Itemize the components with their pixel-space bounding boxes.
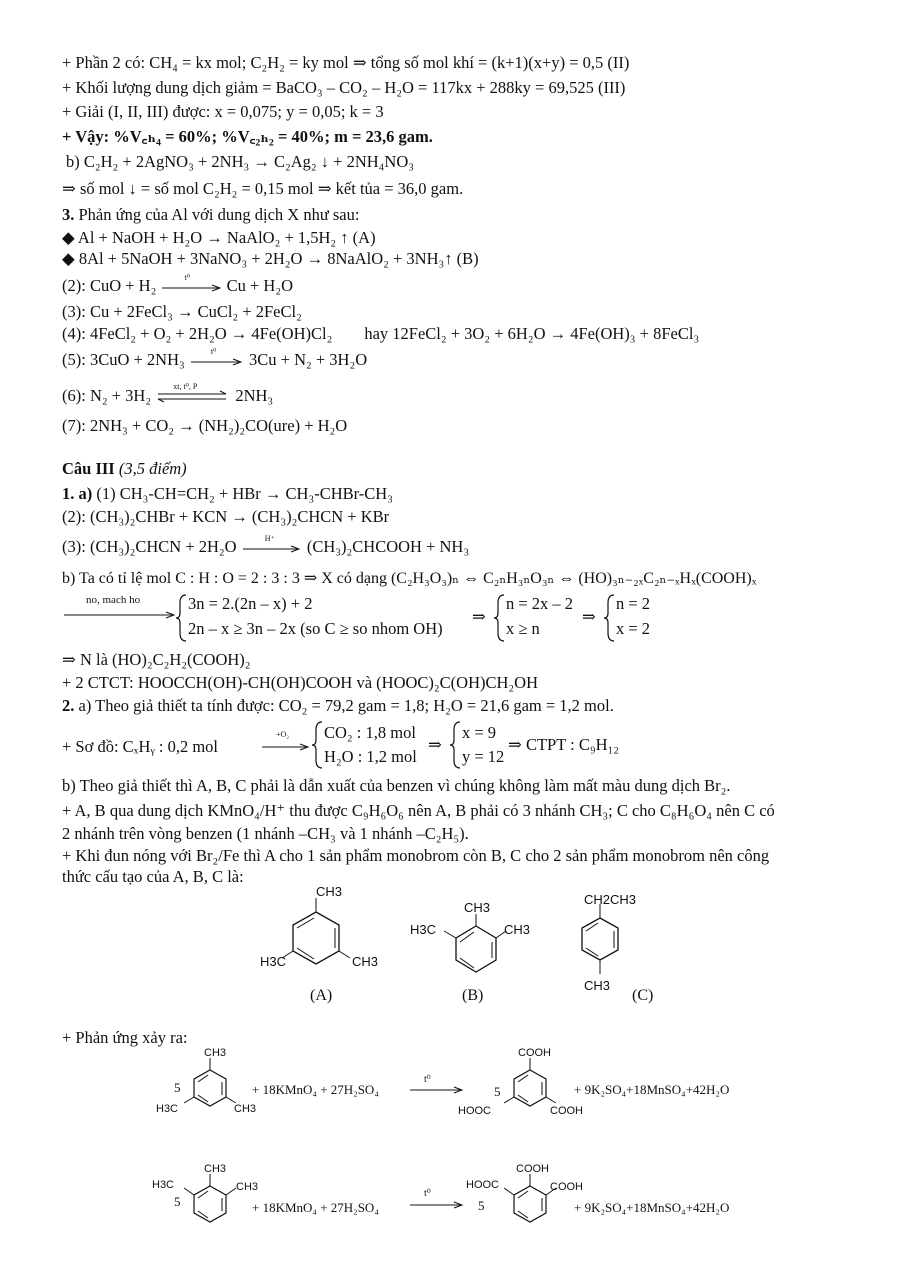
equation-system bbox=[62, 720, 762, 770]
structure-a bbox=[256, 884, 396, 994]
arrow-condition: xt, t⁰, P bbox=[173, 382, 198, 391]
text-span: + Sơ đồ: CₓHᵧ : 0,2 mol bbox=[62, 737, 219, 756]
carboxyl-label: HOOC bbox=[458, 1105, 491, 1117]
system-line: 2n – x ≥ 3n – 2x (so C ≥ so nhom OH) bbox=[188, 619, 443, 638]
text-span: a) Theo giả thiết ta tính được: CO₂ = 79,2 gam = 1,8; H₂O = 21,6 gam = 1,2 mol. bbox=[74, 696, 614, 715]
text-line bbox=[62, 324, 699, 344]
heat-arrow bbox=[160, 273, 222, 291]
text-line: ◆ 8Al + 5NaOH + 3NaNO₃ + 2H₂O → 8NaAlO₂ + 3NH₃↑ (B) bbox=[62, 249, 479, 268]
structure-c bbox=[560, 888, 670, 998]
carboxyl-label: HOOC bbox=[466, 1179, 499, 1191]
text-line: + Khi đun nóng với Br₂/Fe thì A cho 1 sản phẩm monobrom còn B, C cho 2 sản phẩm monobrom nên công bbox=[62, 846, 770, 865]
carboxyl-label: COOH bbox=[550, 1105, 583, 1117]
structure-label: (C) bbox=[632, 987, 654, 1004]
acid-arrow bbox=[241, 534, 303, 552]
text-line: + Phản ứng xảy ra: bbox=[62, 1028, 188, 1047]
arrow-condition: +O₂ bbox=[276, 730, 290, 739]
heat-arrow bbox=[189, 347, 245, 365]
arrow-condition: no, mach ho bbox=[86, 594, 141, 606]
text-span: (4): 4FeCl₂ + O₂ + 2H₂O → 4Fe(OH)Cl₂ bbox=[62, 324, 333, 343]
methyl-label: CH3 bbox=[204, 1047, 227, 1059]
text-line: ◆ Al + NaOH + H₂O → NaAlO₂ + 1,5H₂ ↑ (A) bbox=[62, 228, 376, 247]
text-span: 3Cu + N₂ + 3H₂O bbox=[249, 350, 368, 369]
equilibrium-icon bbox=[158, 391, 228, 403]
brace-icon bbox=[312, 720, 324, 770]
brace-icon bbox=[494, 593, 506, 643]
reagents: + 18KMnO₄ + 27H₂SO₄ bbox=[252, 1200, 379, 1215]
system-line: CO₂ : 1,8 mol bbox=[324, 723, 416, 742]
text-span: (5): 3CuO + 2NH₃ bbox=[62, 350, 185, 369]
products: + 9K₂SO₄+18MnSO₄+42H₂O bbox=[574, 1082, 730, 1097]
system-line: 3n = 2.(2n – x) + 2 bbox=[188, 594, 313, 613]
methyl-label: CH3 bbox=[584, 978, 611, 993]
methyl-label: CH3 bbox=[204, 1163, 227, 1175]
text-line: thức cấu tạo của A, B, C là: bbox=[62, 867, 244, 886]
right-arrow-icon bbox=[243, 544, 301, 554]
right-arrow-icon bbox=[64, 610, 176, 620]
ethyl-label: CH2CH3 bbox=[584, 892, 637, 907]
coefficient: 5 bbox=[174, 1194, 181, 1209]
structure-label: (A) bbox=[310, 987, 333, 1004]
reaction-a-oxidation bbox=[152, 1044, 812, 1124]
system-line: n = 2x – 2 bbox=[506, 594, 574, 613]
text-span: hay 12FeCl₂ + 3O₂ + 6H₂O → 4Fe(OH)₃ + 8FeCl₃ bbox=[364, 324, 700, 343]
carboxyl-label: COOH bbox=[518, 1047, 551, 1059]
carboxyl-label: COOH bbox=[516, 1163, 549, 1175]
text-line: + Phần 2 có: CH₄ = kx mol; C₂H₂ = ky mol ⇒ tổng số mol khí = (k+1)(x+y) = 0,5 (II) bbox=[62, 53, 630, 72]
text-span: Cu + H₂O bbox=[226, 276, 293, 295]
equation-line bbox=[62, 382, 274, 406]
section-heading bbox=[62, 459, 187, 479]
text-line: b) Theo giả thiết thì A, B, C phải là dẫn xuất của benzen vì chúng không làm mất màu dung dịch Br₂. bbox=[62, 776, 731, 795]
implies-sign: ⇒ bbox=[582, 607, 596, 626]
reagents: + 18KMnO₄ + 27H₂SO₄ bbox=[252, 1082, 379, 1097]
text-line bbox=[62, 484, 393, 504]
text-line: b) Ta có tỉ lệ mol C : H : O = 2 : 3 : 3 ⇒ X có dạng (C₂H₃O₃)ₙ ⇔ C₂ₙH₃ₙO₃ₙ ⇔ (HO)₃ₙ₋₂ₓC₂ₙ₋ₓHₓ(COOH)ₓ bbox=[62, 570, 757, 587]
methyl-label: CH3 bbox=[504, 922, 531, 937]
system-line: H₂O : 1,2 mol bbox=[324, 747, 417, 766]
coefficient: 5 bbox=[174, 1080, 181, 1095]
item-number: 3. bbox=[62, 205, 75, 224]
equilibrium-arrow bbox=[155, 382, 231, 401]
arrow-condition: t⁰ bbox=[424, 1188, 431, 1199]
equation-line bbox=[62, 534, 470, 557]
text-line: 2 nhánh trên vòng benzen (1 nhánh –CH₃ và 1 nhánh –C₂H₅). bbox=[62, 824, 469, 843]
text-span: (CH₃)₂CHCOOH + NH₃ bbox=[306, 537, 470, 556]
system-line: y = 12 bbox=[462, 747, 505, 766]
text-span: ⇒ CTPT : C₉H₁₂ bbox=[508, 735, 620, 754]
text-line: (3): Cu + 2FeCl₃ → CuCl₂ + 2FeCl₂ bbox=[62, 302, 302, 321]
text-line bbox=[62, 205, 359, 225]
methyl-label: CH3 bbox=[464, 900, 491, 915]
text-line: ⇒ N là (HO)₂C₂H₂(COOH)₂ bbox=[62, 650, 251, 669]
methyl-label: CH3 bbox=[352, 954, 379, 969]
system-line: x = 2 bbox=[616, 619, 651, 638]
methyl-label: H3C bbox=[410, 922, 437, 937]
text-span: 2NH₃ bbox=[235, 386, 274, 405]
item-number: 1. a) bbox=[62, 484, 93, 503]
right-arrow-icon bbox=[162, 283, 222, 293]
methyl-label: CH3 bbox=[236, 1181, 259, 1193]
implies-sign: ⇒ bbox=[472, 607, 486, 626]
brace-icon bbox=[450, 720, 462, 770]
arrow-condition: t⁰ bbox=[184, 273, 190, 282]
arrow-condition: t⁰ bbox=[210, 347, 217, 356]
text-line bbox=[62, 696, 614, 716]
text-span: (1) CH₃-CH=CH₂ + HBr → CH₃-CHBr-CH₃ bbox=[92, 484, 393, 503]
text-line: + Khối lượng dung dịch giảm = BaCO₃ – CO₂ – H₂O = 117kx + 288ky = 69,525 (III) bbox=[62, 78, 626, 97]
structure-label: (B) bbox=[462, 987, 484, 1004]
system-line: x ≥ n bbox=[506, 619, 540, 638]
methyl-label: H3C bbox=[156, 1103, 179, 1115]
equation-line bbox=[62, 347, 368, 370]
heading-text: Câu III bbox=[62, 459, 115, 478]
methyl-label: H3C bbox=[152, 1179, 175, 1191]
text-span: (3): (CH₃)₂CHCN + 2H₂O bbox=[62, 537, 237, 556]
methyl-label: H3C bbox=[260, 954, 287, 969]
text-span: Phản ứng của Al với dung dịch X như sau: bbox=[74, 205, 360, 224]
coefficient: 5 bbox=[478, 1198, 485, 1213]
methyl-label: CH3 bbox=[234, 1103, 257, 1115]
carboxyl-label: COOH bbox=[550, 1181, 583, 1193]
methyl-label: CH3 bbox=[316, 884, 343, 899]
equation-system bbox=[62, 593, 762, 645]
heading-points: (3,5 điểm) bbox=[114, 459, 187, 478]
text-line: (2): (CH₃)₂CHBr + KCN → (CH₃)₂CHCN + KBr bbox=[62, 507, 390, 526]
implies-sign: ⇒ bbox=[428, 735, 442, 754]
text-line: + Vậy: %V꜀ₕ₄ = 60%; %V꜀₂ₕ₂ = 40%; m = 23,6 gam. bbox=[62, 127, 433, 146]
text-line: (7): 2NH₃ + CO₂ → (NH₂)₂CO(ure) + H₂O bbox=[62, 416, 348, 435]
text-line: + Giải (I, II, III) được: x = 0,075; y = 0,05; k = 3 bbox=[62, 102, 384, 121]
right-arrow-icon bbox=[191, 357, 243, 367]
coefficient: 5 bbox=[494, 1084, 501, 1099]
text-line: ⇒ số mol ↓ = số mol C₂H₂ = 0,15 mol ⇒ kết tủa = 36,0 gam. bbox=[62, 179, 464, 198]
system-line: x = 9 bbox=[462, 723, 497, 742]
brace-icon bbox=[176, 593, 188, 643]
structure-b bbox=[408, 898, 558, 988]
arrow-condition: t⁰ bbox=[424, 1074, 431, 1085]
system-line: n = 2 bbox=[616, 594, 651, 613]
right-arrow-icon bbox=[262, 742, 310, 752]
text-line: + A, B qua dung dịch KMnO₄/H⁺ thu được C₉H₆O₆ nên A, B phải có 3 nhánh CH₃; C cho C₈H₆O₄ nên C có bbox=[62, 801, 775, 820]
reaction-b-oxidation bbox=[152, 1158, 812, 1238]
text-line: b) C₂H₂ + 2AgNO₃ + 2NH₃ → C₂Ag₂ ↓ + 2NH₄NO₃ bbox=[66, 152, 415, 171]
brace-icon bbox=[604, 593, 616, 643]
item-number: 2. bbox=[62, 696, 75, 715]
text-line: + 2 CTCT: HOOCCH(OH)-CH(OH)COOH và (HOOC)₂C(OH)CH₂OH bbox=[62, 673, 538, 692]
text-span: (6): N₂ + 3H₂ bbox=[62, 386, 152, 405]
arrow-condition: H⁺ bbox=[264, 534, 275, 543]
text-span: (2): CuO + H₂ bbox=[62, 276, 157, 295]
equation-line bbox=[62, 273, 293, 296]
products: + 9K₂SO₄+18MnSO₄+42H₂O bbox=[574, 1200, 730, 1215]
